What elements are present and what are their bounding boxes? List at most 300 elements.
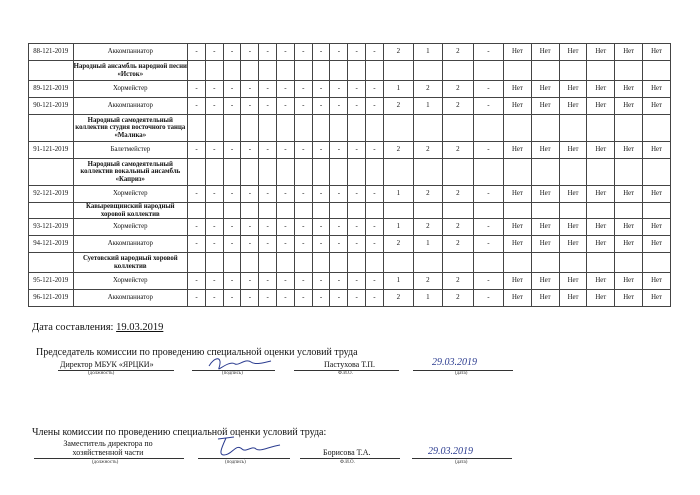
- empty-cell: [559, 115, 587, 142]
- empty-cell: [473, 203, 503, 219]
- unit-title: Народный самодеятельный коллектив вокальный ансамбль «Каприз»: [73, 159, 188, 186]
- class-cell: -: [366, 219, 384, 236]
- empty-cell: [366, 115, 384, 142]
- yes-no-cell: Нет: [587, 44, 615, 61]
- yes-no-cell: Нет: [531, 219, 559, 236]
- class-cell: -: [330, 142, 348, 159]
- class-cell: -: [348, 290, 366, 307]
- empty-cell: [312, 253, 330, 273]
- unit-title: Суетовский народный хоровой коллектив: [73, 253, 188, 273]
- value-cell: -: [473, 81, 503, 98]
- yes-no-cell: Нет: [615, 81, 643, 98]
- unit-title: Народный ансамбль народной песни «Исток»: [73, 61, 188, 81]
- class-cell: -: [223, 273, 241, 290]
- yes-no-cell: Нет: [643, 290, 671, 307]
- value-cell: 2: [442, 236, 473, 253]
- member-caption-fio: Ф.И.О.: [340, 460, 355, 465]
- table-row: [29, 81, 671, 98]
- yes-no-cell: Нет: [643, 236, 671, 253]
- empty-cell: [531, 115, 559, 142]
- class-cell: -: [241, 186, 259, 203]
- empty-cell: [643, 159, 671, 186]
- empty-cell: [503, 61, 531, 81]
- class-cell: -: [205, 142, 223, 159]
- table-row: [29, 142, 671, 159]
- class-cell: -: [259, 290, 277, 307]
- date-compiled: [32, 322, 163, 333]
- empty-cell: [277, 159, 295, 186]
- value-cell: 2: [383, 236, 413, 253]
- empty-cell: [188, 203, 206, 219]
- empty-cell: [348, 115, 366, 142]
- class-cell: -: [188, 142, 206, 159]
- class-cell: -: [188, 81, 206, 98]
- empty-cell: [503, 253, 531, 273]
- yes-no-cell: Нет: [615, 290, 643, 307]
- yes-no-cell: Нет: [559, 273, 587, 290]
- yes-no-cell: Нет: [503, 290, 531, 307]
- empty-cell: [223, 159, 241, 186]
- table-row: [29, 186, 671, 203]
- empty-cell: [587, 203, 615, 219]
- yes-no-cell: Нет: [503, 273, 531, 290]
- empty-cell: [312, 159, 330, 186]
- workplace-code: 94-121-2019: [29, 236, 74, 253]
- value-cell: 2: [383, 44, 413, 61]
- class-cell: -: [330, 219, 348, 236]
- empty-cell: [241, 115, 259, 142]
- empty-cell: [615, 61, 643, 81]
- empty-cell: [413, 159, 442, 186]
- class-cell: -: [366, 142, 384, 159]
- position-name: Балетмейстер: [73, 142, 188, 159]
- workplace-code: 93-121-2019: [29, 219, 74, 236]
- value-cell: 2: [383, 290, 413, 307]
- workplace-code: 96-121-2019: [29, 290, 74, 307]
- class-cell: -: [223, 44, 241, 61]
- empty-cell: [29, 203, 74, 219]
- empty-cell: [587, 253, 615, 273]
- member-caption-date: (дата): [455, 460, 468, 465]
- empty-cell: [615, 115, 643, 142]
- class-cell: -: [223, 290, 241, 307]
- empty-cell: [503, 159, 531, 186]
- workplace-code: 91-121-2019: [29, 142, 74, 159]
- yes-no-cell: Нет: [643, 44, 671, 61]
- table-row: [29, 290, 671, 307]
- value-cell: 2: [442, 290, 473, 307]
- yes-no-cell: Нет: [503, 142, 531, 159]
- empty-cell: [330, 115, 348, 142]
- empty-cell: [259, 203, 277, 219]
- member-date-line: [412, 458, 512, 459]
- empty-cell: [383, 115, 413, 142]
- class-cell: -: [241, 142, 259, 159]
- empty-cell: [615, 253, 643, 273]
- table-row: [29, 98, 671, 115]
- class-cell: -: [259, 142, 277, 159]
- class-cell: -: [223, 186, 241, 203]
- empty-cell: [473, 253, 503, 273]
- empty-cell: [294, 159, 312, 186]
- date-compiled-label: Дата составления:: [32, 322, 114, 333]
- unit-title: Народный самодеятельный коллектив студия восточного танца «Малика»: [73, 115, 188, 142]
- unit-row: [29, 253, 671, 273]
- class-cell: -: [188, 273, 206, 290]
- value-cell: 1: [383, 219, 413, 236]
- class-cell: -: [294, 142, 312, 159]
- class-cell: -: [259, 98, 277, 115]
- empty-cell: [29, 61, 74, 81]
- class-cell: -: [312, 98, 330, 115]
- empty-cell: [348, 61, 366, 81]
- empty-cell: [312, 115, 330, 142]
- value-cell: 2: [383, 98, 413, 115]
- class-cell: -: [205, 44, 223, 61]
- class-cell: -: [330, 98, 348, 115]
- empty-cell: [223, 253, 241, 273]
- value-cell: 2: [413, 142, 442, 159]
- value-cell: 2: [413, 219, 442, 236]
- chairman-name: Пастухова Т.П.: [324, 360, 376, 369]
- date-compiled-value: 19.03.2019: [116, 322, 164, 333]
- unit-row: [29, 115, 671, 142]
- class-cell: -: [348, 219, 366, 236]
- yes-no-cell: Нет: [587, 142, 615, 159]
- empty-cell: [277, 61, 295, 81]
- yes-no-cell: Нет: [559, 81, 587, 98]
- empty-cell: [366, 203, 384, 219]
- chairman-position: Директор МБУК «ЯРЦКИ»: [60, 360, 154, 369]
- empty-cell: [559, 203, 587, 219]
- yes-no-cell: Нет: [503, 98, 531, 115]
- value-cell: -: [473, 98, 503, 115]
- empty-cell: [413, 203, 442, 219]
- class-cell: -: [312, 290, 330, 307]
- empty-cell: [205, 253, 223, 273]
- empty-cell: [643, 115, 671, 142]
- empty-cell: [383, 159, 413, 186]
- value-cell: 2: [442, 219, 473, 236]
- value-cell: 2: [442, 186, 473, 203]
- empty-cell: [241, 253, 259, 273]
- empty-cell: [29, 115, 74, 142]
- empty-cell: [531, 203, 559, 219]
- class-cell: -: [294, 236, 312, 253]
- value-cell: 1: [383, 273, 413, 290]
- position-name: Хормейстер: [73, 219, 188, 236]
- members-title: Члены комиссии по проведению специальной оценки условий труда:: [32, 427, 327, 438]
- yes-no-cell: Нет: [531, 236, 559, 253]
- yes-no-cell: Нет: [531, 98, 559, 115]
- unit-row: [29, 61, 671, 81]
- class-cell: -: [294, 290, 312, 307]
- table-row: [29, 219, 671, 236]
- yes-no-cell: Нет: [559, 98, 587, 115]
- yes-no-cell: Нет: [531, 142, 559, 159]
- empty-cell: [473, 61, 503, 81]
- value-cell: 1: [383, 186, 413, 203]
- value-cell: -: [473, 186, 503, 203]
- empty-cell: [205, 115, 223, 142]
- unit-title: Кавыревщинский народный хоровой коллектив: [73, 203, 188, 219]
- yes-no-cell: Нет: [559, 142, 587, 159]
- position-name: Хормейстер: [73, 186, 188, 203]
- class-cell: -: [277, 142, 295, 159]
- yes-no-cell: Нет: [615, 44, 643, 61]
- table-row: [29, 236, 671, 253]
- class-cell: -: [259, 44, 277, 61]
- chairman-position-line: [58, 370, 174, 371]
- value-cell: 2: [442, 273, 473, 290]
- class-cell: -: [294, 44, 312, 61]
- class-cell: -: [312, 44, 330, 61]
- empty-cell: [503, 203, 531, 219]
- empty-cell: [503, 115, 531, 142]
- class-cell: -: [312, 236, 330, 253]
- yes-no-cell: Нет: [587, 81, 615, 98]
- empty-cell: [294, 115, 312, 142]
- value-cell: -: [473, 142, 503, 159]
- empty-cell: [330, 159, 348, 186]
- yes-no-cell: Нет: [643, 81, 671, 98]
- class-cell: -: [205, 219, 223, 236]
- value-cell: 2: [442, 81, 473, 98]
- class-cell: -: [348, 98, 366, 115]
- empty-cell: [348, 253, 366, 273]
- value-cell: -: [473, 236, 503, 253]
- class-cell: -: [330, 273, 348, 290]
- class-cell: -: [348, 186, 366, 203]
- yes-no-cell: Нет: [503, 44, 531, 61]
- class-cell: -: [312, 142, 330, 159]
- class-cell: -: [330, 290, 348, 307]
- empty-cell: [473, 159, 503, 186]
- class-cell: -: [277, 290, 295, 307]
- class-cell: -: [241, 290, 259, 307]
- yes-no-cell: Нет: [587, 290, 615, 307]
- class-cell: -: [188, 236, 206, 253]
- class-cell: -: [366, 44, 384, 61]
- empty-cell: [348, 159, 366, 186]
- empty-cell: [29, 253, 74, 273]
- class-cell: -: [294, 273, 312, 290]
- yes-no-cell: Нет: [615, 98, 643, 115]
- class-cell: -: [277, 98, 295, 115]
- class-cell: -: [294, 219, 312, 236]
- yes-no-cell: Нет: [643, 186, 671, 203]
- class-cell: -: [188, 290, 206, 307]
- value-cell: 1: [383, 81, 413, 98]
- empty-cell: [223, 203, 241, 219]
- position-name: Аккомпаниатор: [73, 44, 188, 61]
- yes-no-cell: Нет: [587, 219, 615, 236]
- workplace-code: 92-121-2019: [29, 186, 74, 203]
- value-cell: 2: [442, 44, 473, 61]
- position-name: Аккомпаниатор: [73, 98, 188, 115]
- class-cell: -: [366, 273, 384, 290]
- class-cell: -: [205, 290, 223, 307]
- empty-cell: [587, 115, 615, 142]
- caption-signature: (подпись): [222, 371, 243, 376]
- yes-no-cell: Нет: [587, 186, 615, 203]
- empty-cell: [442, 253, 473, 273]
- class-cell: -: [312, 81, 330, 98]
- member-date: 29.03.2019: [428, 446, 473, 457]
- empty-cell: [294, 253, 312, 273]
- class-cell: -: [205, 98, 223, 115]
- empty-cell: [366, 61, 384, 81]
- table-row: [29, 273, 671, 290]
- empty-cell: [205, 61, 223, 81]
- yes-no-cell: Нет: [559, 186, 587, 203]
- empty-cell: [473, 115, 503, 142]
- class-cell: -: [223, 81, 241, 98]
- class-cell: -: [366, 236, 384, 253]
- empty-cell: [259, 61, 277, 81]
- yes-no-cell: Нет: [587, 236, 615, 253]
- member-position-line: [34, 458, 184, 459]
- empty-cell: [615, 159, 643, 186]
- empty-cell: [383, 253, 413, 273]
- class-cell: -: [312, 186, 330, 203]
- empty-cell: [277, 253, 295, 273]
- class-cell: -: [294, 81, 312, 98]
- member-position: Заместитель директора по хозяйственной части: [63, 439, 153, 457]
- class-cell: -: [277, 236, 295, 253]
- class-cell: -: [188, 219, 206, 236]
- table-body: [29, 44, 671, 307]
- yes-no-cell: Нет: [503, 186, 531, 203]
- class-cell: -: [366, 290, 384, 307]
- empty-cell: [615, 203, 643, 219]
- empty-cell: [413, 253, 442, 273]
- value-cell: 2: [442, 98, 473, 115]
- workplace-code: 89-121-2019: [29, 81, 74, 98]
- yes-no-cell: Нет: [531, 44, 559, 61]
- empty-cell: [383, 61, 413, 81]
- empty-cell: [643, 203, 671, 219]
- workplace-code: 95-121-2019: [29, 273, 74, 290]
- class-cell: -: [241, 273, 259, 290]
- class-cell: -: [330, 236, 348, 253]
- empty-cell: [366, 253, 384, 273]
- position-name: Аккомпаниатор: [73, 290, 188, 307]
- empty-cell: [241, 61, 259, 81]
- value-cell: -: [473, 290, 503, 307]
- class-cell: -: [312, 219, 330, 236]
- yes-no-cell: Нет: [559, 236, 587, 253]
- class-cell: -: [223, 236, 241, 253]
- class-cell: -: [330, 44, 348, 61]
- class-cell: -: [294, 186, 312, 203]
- empty-cell: [531, 159, 559, 186]
- class-cell: -: [188, 186, 206, 203]
- empty-cell: [223, 115, 241, 142]
- class-cell: -: [259, 81, 277, 98]
- class-cell: -: [312, 273, 330, 290]
- class-cell: -: [223, 142, 241, 159]
- empty-cell: [413, 115, 442, 142]
- class-cell: -: [259, 236, 277, 253]
- empty-cell: [294, 61, 312, 81]
- empty-cell: [330, 253, 348, 273]
- yes-no-cell: Нет: [531, 81, 559, 98]
- class-cell: -: [366, 81, 384, 98]
- class-cell: -: [205, 186, 223, 203]
- workplace-code: 90-121-2019: [29, 98, 74, 115]
- yes-no-cell: Нет: [559, 44, 587, 61]
- empty-cell: [312, 61, 330, 81]
- class-cell: -: [205, 81, 223, 98]
- yes-no-cell: Нет: [531, 186, 559, 203]
- empty-cell: [383, 203, 413, 219]
- class-cell: -: [348, 273, 366, 290]
- unit-row: [29, 159, 671, 186]
- class-cell: -: [205, 273, 223, 290]
- empty-cell: [559, 61, 587, 81]
- yes-no-cell: Нет: [615, 186, 643, 203]
- class-cell: -: [277, 81, 295, 98]
- table-row: [29, 44, 671, 61]
- class-cell: -: [330, 186, 348, 203]
- class-cell: -: [294, 98, 312, 115]
- position-name: Аккомпаниатор: [73, 236, 188, 253]
- class-cell: -: [241, 219, 259, 236]
- class-cell: -: [277, 273, 295, 290]
- yes-no-cell: Нет: [503, 219, 531, 236]
- value-cell: 1: [413, 44, 442, 61]
- value-cell: 2: [413, 273, 442, 290]
- value-cell: 2: [442, 142, 473, 159]
- class-cell: -: [348, 236, 366, 253]
- empty-cell: [531, 253, 559, 273]
- empty-cell: [205, 203, 223, 219]
- empty-cell: [531, 61, 559, 81]
- class-cell: -: [348, 81, 366, 98]
- workplace-code: 88-121-2019: [29, 44, 74, 61]
- class-cell: -: [241, 236, 259, 253]
- caption-position: (должность): [88, 371, 115, 376]
- value-cell: 2: [383, 142, 413, 159]
- class-cell: -: [188, 44, 206, 61]
- empty-cell: [330, 203, 348, 219]
- empty-cell: [277, 203, 295, 219]
- class-cell: -: [205, 236, 223, 253]
- class-cell: -: [259, 219, 277, 236]
- yes-no-cell: Нет: [615, 273, 643, 290]
- class-cell: -: [223, 98, 241, 115]
- empty-cell: [413, 61, 442, 81]
- empty-cell: [442, 61, 473, 81]
- class-cell: -: [241, 81, 259, 98]
- chairman-date: 29.03.2019: [432, 357, 477, 368]
- empty-cell: [241, 159, 259, 186]
- class-cell: -: [277, 186, 295, 203]
- value-cell: 2: [413, 186, 442, 203]
- empty-cell: [205, 159, 223, 186]
- yes-no-cell: Нет: [615, 236, 643, 253]
- value-cell: 1: [413, 98, 442, 115]
- yes-no-cell: Нет: [615, 219, 643, 236]
- yes-no-cell: Нет: [643, 219, 671, 236]
- class-cell: -: [277, 219, 295, 236]
- position-name: Хормейстер: [73, 81, 188, 98]
- unit-row: [29, 203, 671, 219]
- empty-cell: [643, 253, 671, 273]
- empty-cell: [442, 203, 473, 219]
- class-cell: -: [188, 98, 206, 115]
